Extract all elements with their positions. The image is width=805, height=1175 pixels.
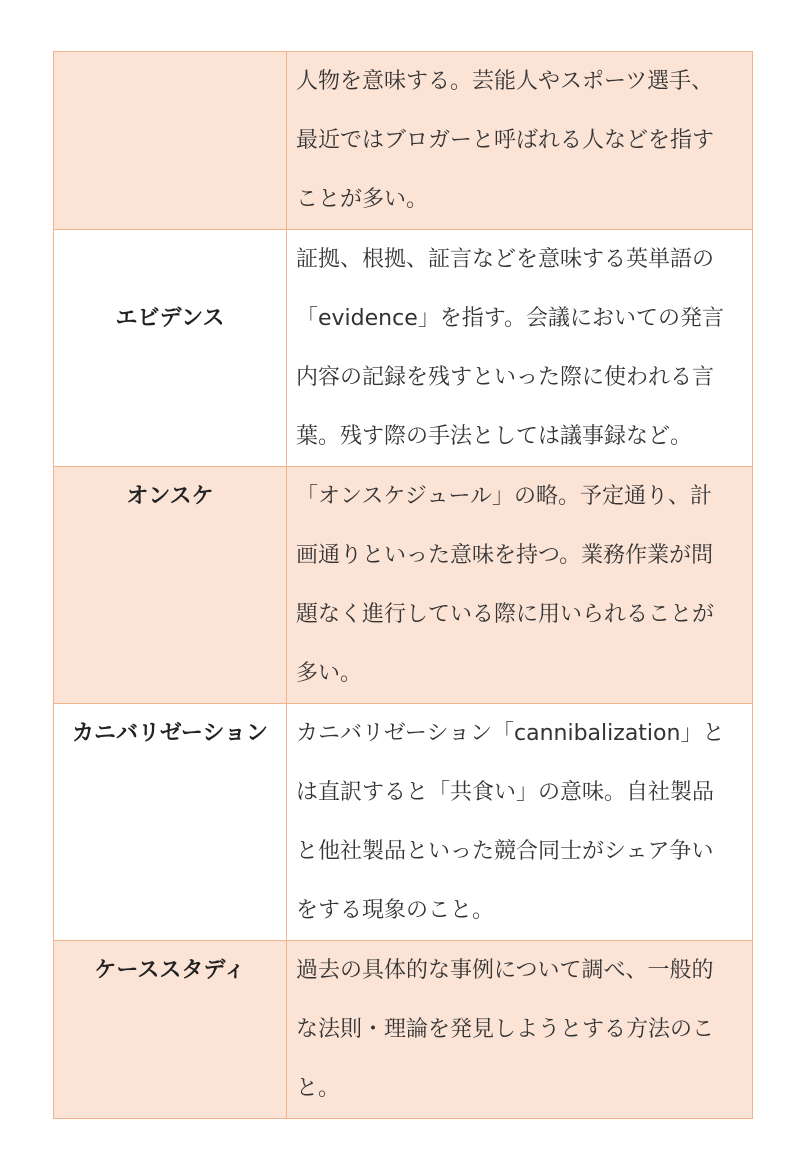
description-line: と他社製品といった競合同士がシェア争い: [296, 839, 714, 864]
table-row: [54, 230, 753, 467]
description-line: 「オンスケジュール」の略。予定通り、計: [296, 484, 713, 509]
description-line: 「evidence」を指す。会議においての発言: [296, 306, 724, 331]
description-cell: [287, 941, 753, 1119]
description-line: カニバリゼーション「cannibalization」と: [296, 721, 725, 746]
description-line: をする現象のこと。: [296, 898, 495, 923]
description-line: な法則・理論を発見しようとする方法のこ: [296, 1017, 715, 1042]
description-cell: [287, 467, 753, 704]
table-row: [54, 52, 753, 230]
description-line: ことが多い。: [296, 187, 429, 212]
description-cell: [287, 704, 753, 941]
description-line: 最近ではブロガーと呼ばれる人などを指す: [296, 128, 715, 153]
description-line: 過去の具体的な事例について調べ、一般的: [296, 958, 714, 983]
description-line: 葉。残す際の手法としては議事録など。: [296, 424, 693, 449]
description-line: は直訳すると「共食い」の意味。自社製品: [296, 780, 715, 805]
description-line: 証拠、根拠、証言などを意味する英単語の: [296, 247, 715, 272]
table-row: [54, 467, 753, 704]
term-cell: カニバリゼーション: [54, 704, 287, 941]
table-row: [54, 941, 753, 1119]
term-cell: ケーススタディ: [54, 941, 287, 1119]
description-cell: [287, 230, 753, 467]
term-cell: [54, 52, 287, 230]
description-line: と。: [296, 1076, 341, 1101]
description-cell: [287, 52, 753, 230]
description-line: 多い。: [296, 661, 363, 686]
glossary-table: [53, 51, 753, 1119]
term-cell: エビデンス: [54, 230, 287, 467]
description-line: 題なく進行している際に用いられることが: [296, 602, 715, 627]
description-line: 画通りといった意味を持つ。業務作業が問: [296, 543, 714, 568]
table-row: [54, 704, 753, 941]
description-line: 人物を意味する。芸能人やスポーツ選手、: [296, 69, 714, 94]
term-cell: オンスケ: [54, 467, 287, 704]
description-line: 内容の記録を残すといった際に使われる言: [296, 365, 715, 390]
